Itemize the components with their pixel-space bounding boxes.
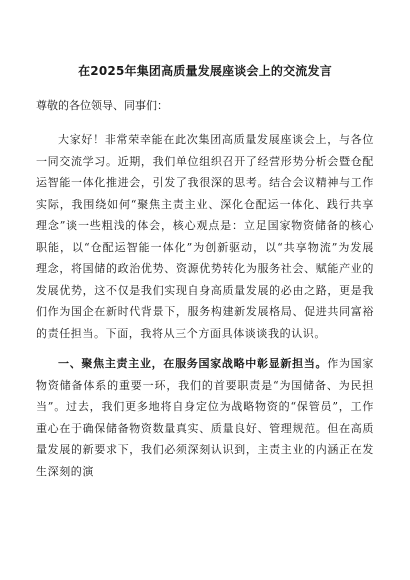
paragraph-section-one [36, 353, 374, 482]
document-title: 在2025年集团高质量发展座谈会上的交流发言 [78, 64, 332, 78]
section-one-heading: 一、聚焦主责主业，在服务国家战略中彰显新担当。 [58, 357, 328, 370]
section-one-text: 作为国家物资储备体系的重要一环，我们的首要职责是“为国储备、为民担当”。过去，我们更多地将自身定位为战略物资的“保管员”，工作重心在于确保储备物资数量真实、质量良好、管理规范。但在高质量发展的新要求下，我们必须深刻认识到，主责主业的内涵正在发生深刻的演 [36, 357, 374, 478]
paragraph-intro-text: 大家好！非常荣幸能在此次集团高质量发展座谈会上，与各位一同交流学习。近期，我们单位组织召开了经营形势分析会暨仓配运智能一体化推进会，引发了我很深的思考。结合会议精神与工作实际，我围绕如何“聚焦主责主业、深化仓配运一体化、践行共享理念”谈一些粗浅的体会，核心观点是：立足国家物资储备的核心职能，以“仓配运智能一体化”为创新驱动，以“共享物流”为发展理念，将国储的政治优势、资源优势转化为服务社会、赋能产业的发展优势，这不仅是我们实现自身高质量发展的必由之路，更是我们作为国企在新时代背景下，服务构建新发展格局、促进共同富裕的责任担当。下面，我将从三个方面具体谈谈我的认识。 [36, 133, 374, 340]
paragraph-intro [36, 129, 374, 344]
salutation: 尊敬的各位领导、同事们： [36, 99, 168, 112]
